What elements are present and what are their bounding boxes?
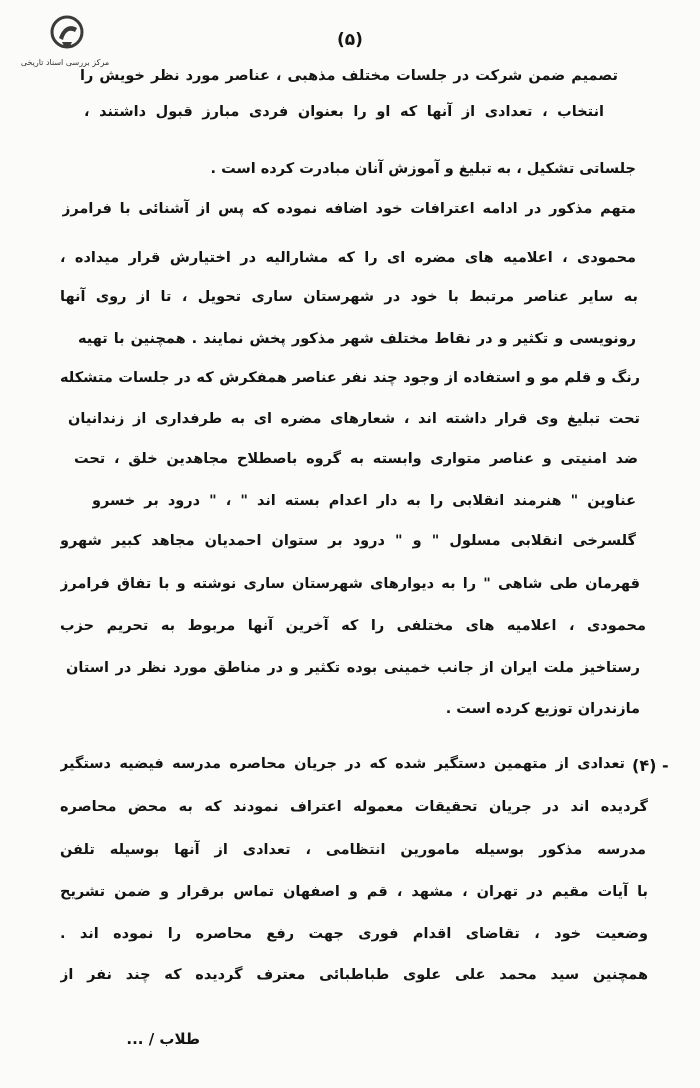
body-line: محمودی ، اعلامیه های مضره ای را که مشارالیه در اختیارش قرار میداده ، — [60, 250, 636, 266]
body-line: رستاخیز ملت ایران از جانب خمینی بوده تکثیر و در مناطق مورد نظر در استان — [66, 660, 640, 676]
body-line: تحت تبلیغ وی قرار داشته اند ، شعارهای مضره ای به طرفداری از زندانیان — [68, 411, 640, 427]
continuation-note: طلاب / ... — [126, 1030, 200, 1048]
body-line: گلسرخی انقلابی مسلول " و " درود بر ستوان احمدیان مجاهد کبیر شهرو — [60, 533, 636, 549]
body-line: انتخاب ، تعدادی از آنها که او را بعنوان فردی مبارز قبول داشتند ، — [84, 104, 604, 120]
body-line: به سایر عناصر مرتبط با خود در شهرستان ساری تحویل ، تا از روی آنها — [60, 289, 638, 305]
body-line: عناوین " هنرمند انقلابی را به دار اعدام بسته اند " ، " درود بر خسرو — [92, 493, 636, 509]
body-line: محمودی ، اعلامیه های مختلفی را که آخرین آنها مربوط به تحریم حزب — [60, 618, 646, 634]
body-line: ضد امنیتی و عناصر متواری وابسته به گروه باصطلاح مجاهدین خلق ، تحت — [74, 451, 638, 467]
body-line: جلساتی تشکیل ، به تبلیغ و آموزش آنان مبادرت کرده است . — [210, 161, 636, 177]
item-number: (۴) - — [632, 756, 669, 775]
archive-emblem-icon — [50, 14, 84, 54]
page-number: (۵) — [337, 30, 363, 50]
body-line: قهرمان طی شاهی " را به دیوارهای شهرستان ساری نوشته و با تفاق فرامرز — [60, 576, 640, 592]
item-line: همچنین سید محمد علی علوی طباطبائی معترف گردیده که چند نفر از — [60, 967, 648, 983]
logo-caption: مرکز بررسی اسناد تاریخی — [20, 58, 110, 67]
body-line: متهم مذکور در ادامه اعترافات خود اضافه نموده که پس از آشنائی با فرامرز — [62, 201, 636, 217]
body-line: رونویسی و تکثیر و در نقاط مختلف شهر مذکور پخش نمایند . همچنین با تهیه — [78, 331, 636, 347]
item-line: مدرسه مذکور بوسیله مامورین انتظامی ، تعدادی از آنها بوسیله تلفن — [60, 842, 646, 858]
body-line: مازندران توزیع کرده است . — [445, 701, 640, 717]
item-line: با آیات مقیم در تهران ، مشهد ، قم و اصفهان تماس برقرار و ضمن تشریح — [60, 884, 648, 900]
item-line: وضعیت خود ، تقاضای اقدام فوری جهت رفع محاصره را نموده اند . — [60, 926, 648, 942]
item-line: تعدادی از متهمین دستگیر شده که در جریان محاصره مدرسه فیضیه دستگیر — [60, 756, 625, 772]
body-line: تصمیم ضمن شرکت در جلسات مختلف مذهبی ، عناصر مورد نظر خویش را — [80, 68, 618, 84]
item-line: گردیده اند در جریان تحقیقات معموله اعتراف نمودند که به محض محاصره — [60, 799, 648, 815]
body-line: رنگ و قلم مو و استفاده از وجود چند نفر عناصر همفکرش که در جلسات متشکله — [60, 370, 640, 386]
